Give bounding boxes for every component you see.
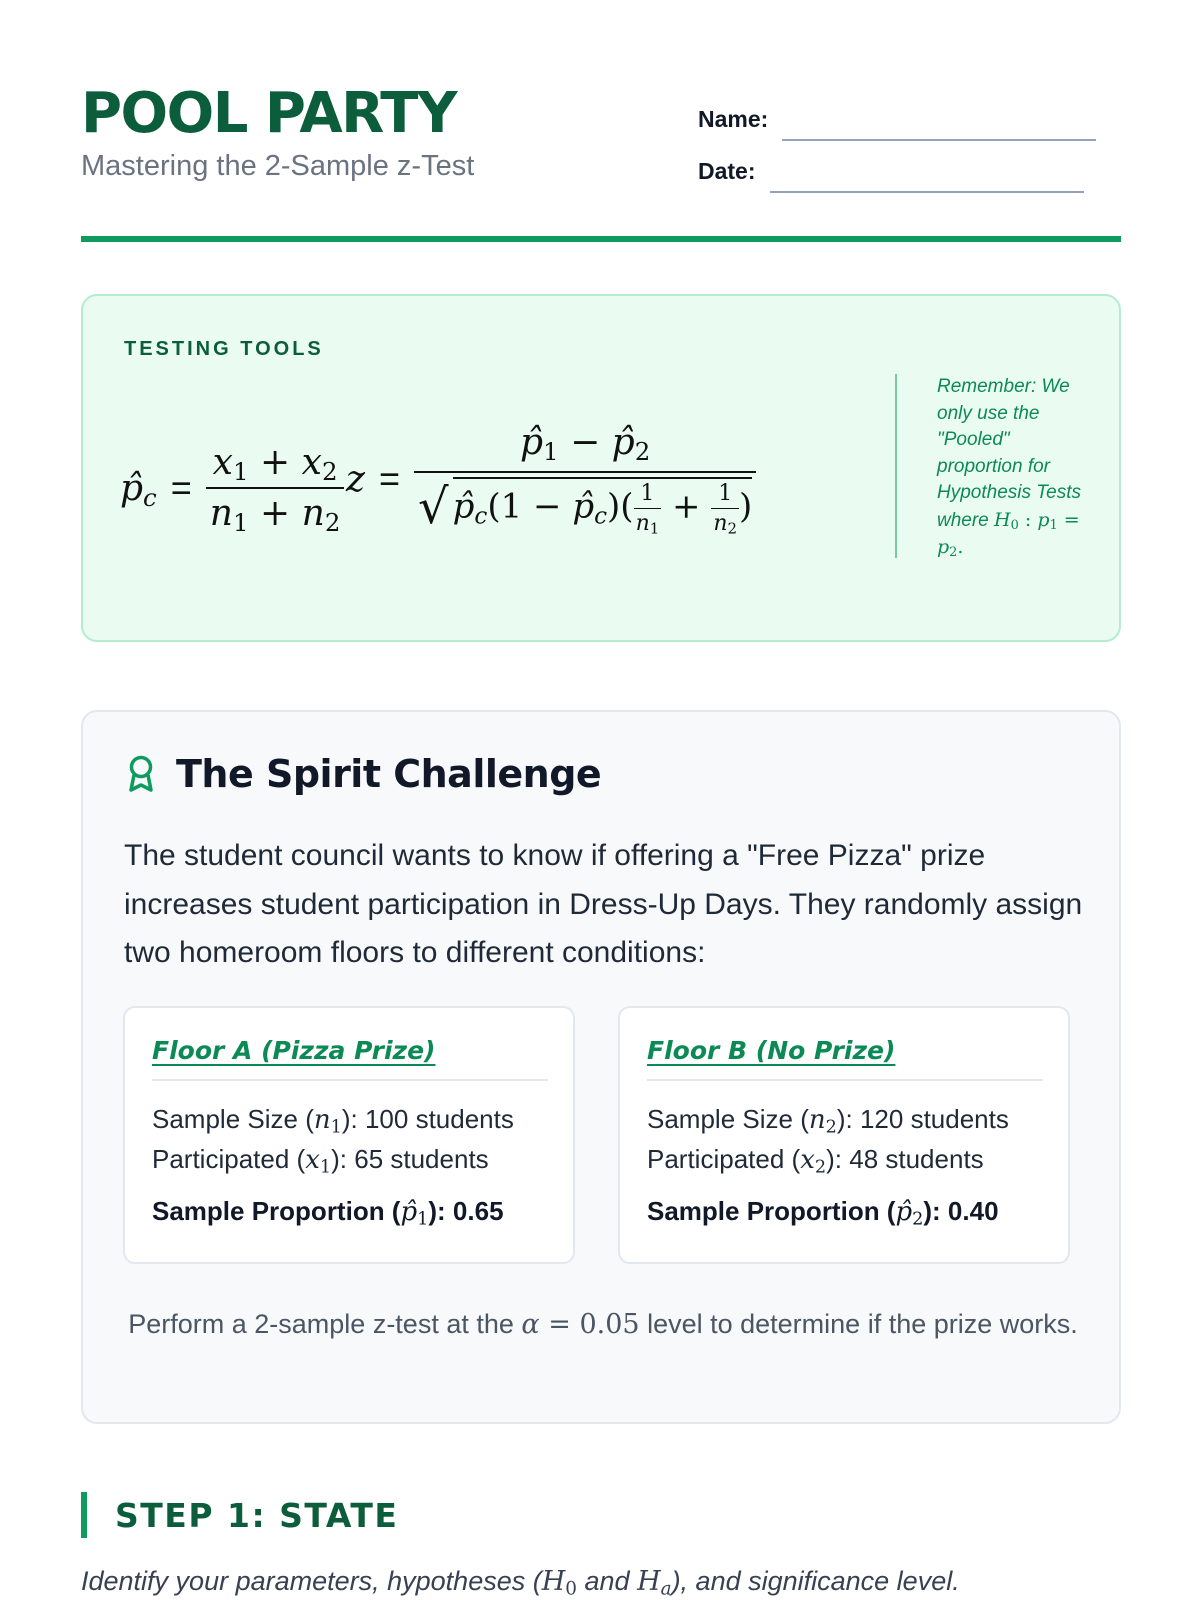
date-blank-line[interactable] bbox=[770, 191, 1084, 193]
challenge-title-row bbox=[126, 752, 601, 796]
z-statistic-formula: z = $p̂_1$ − $p̂_2$ √ $p̂_c(1$ − $p̂_c$)( $\frac{1}{n_1}$ + $\frac{1}{n_2}$ ) bbox=[346, 422, 756, 536]
award-ribbon-icon bbox=[126, 754, 156, 794]
challenge-intro: The student council wants to know if offering a "Free Pizza" prize increases student participation in Dress-Up Days. They randomly assign two homeroom floors to different conditions: bbox=[124, 839, 1083, 969]
floor-b-sample-proportion: Sample Proportion $(p̂_2)$: 0.40 bbox=[647, 1196, 999, 1230]
pooled-reminder-text: Remember: We only use the "Pooled" proportion for Hypothesis Tests where bbox=[937, 376, 1081, 531]
worksheet-header bbox=[81, 81, 1121, 242]
step-1-heading bbox=[81, 1492, 398, 1538]
floor-a-sample-proportion: Sample Proportion $(p̂_1)$: 0.65 bbox=[152, 1196, 504, 1230]
spirit-challenge-card bbox=[81, 710, 1121, 1424]
floor-a-sample-size: Sample Size $(n_1)$: 100 students bbox=[152, 1104, 514, 1138]
testing-tools-heading: TESTING TOOLS bbox=[124, 338, 324, 360]
floor-a-title: Floor A (Pizza Prize) bbox=[152, 1036, 548, 1081]
page-title: POOL PARTY bbox=[81, 81, 457, 146]
step-1-description: Identify your parameters, hypotheses ($H_0$ and $H_a$), and significance level. bbox=[81, 1566, 960, 1600]
date-field[interactable] bbox=[698, 158, 1084, 185]
testing-tools-box bbox=[81, 294, 1121, 642]
floor-a-participated: Participated $(x_1)$: 65 students bbox=[152, 1144, 489, 1178]
challenge-title: The Spirit Challenge bbox=[176, 752, 602, 796]
pooled-reminder-note: Remember: We only use the "Pooled" proportion for Hypothesis Tests where $H_0$ : $p_1 = p_2$. bbox=[895, 374, 1085, 558]
challenge-instruction: Perform a 2-sample z-test at the α = 0.05 level to determine if the prize works. bbox=[128, 1309, 1078, 1340]
name-label: Name: bbox=[698, 106, 769, 132]
date-label: Date: bbox=[698, 158, 756, 184]
floor-a-card bbox=[123, 1006, 575, 1264]
name-blank-line[interactable] bbox=[782, 139, 1096, 141]
floor-b-card bbox=[618, 1006, 1070, 1264]
step-1-title: STEP 1: STATE bbox=[115, 1495, 399, 1535]
floor-b-sample-size: Sample Size $(n_2)$: 120 students bbox=[647, 1104, 1009, 1138]
floor-b-title: Floor B (No Prize) bbox=[647, 1036, 1043, 1081]
floor-b-participated: Participated $(x_2)$: 48 students bbox=[647, 1144, 984, 1178]
pooled-proportion-formula: $p̂_c$ = $\frac{x_1 + x_2}{n_1 + n_2}$ bbox=[120, 442, 344, 534]
page-subtitle: Mastering the 2-Sample z-Test bbox=[81, 150, 475, 182]
name-field[interactable] bbox=[698, 106, 1096, 133]
